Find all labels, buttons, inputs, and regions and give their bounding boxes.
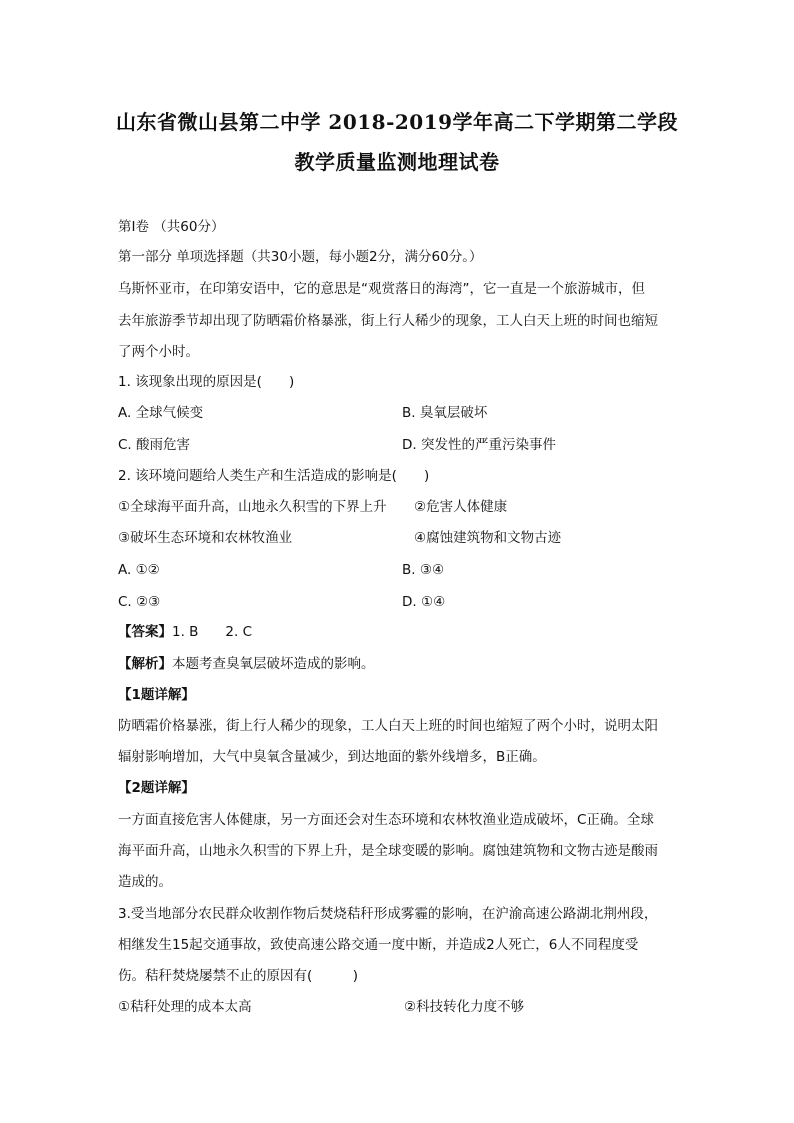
part1-heading: 第一部分 单项选择题（共30小题，每小题2分，满分60分。） (118, 249, 483, 265)
q2-item-1: ①全球海平面升高，山地永久积雪的下界上升 (118, 499, 387, 515)
q2-item-2: ②危害人体健康 (414, 499, 508, 515)
answer-text: 1. B 2. C (172, 624, 253, 640)
passage1-line: 了两个小时。 (118, 344, 199, 360)
q2-option-b: B. ③④ (402, 562, 445, 578)
q3-item-1: ①秸秆处理的成本太高 (118, 999, 252, 1015)
q1-option-c: C. 酸雨危害 (118, 437, 191, 453)
passage1-line: 去年旅游季节却出现了防晒霜价格暴涨，街上行人稀少的现象，工人白天上班的时间也缩短 (118, 313, 658, 329)
q1-option-d: D. 突发性的严重污染事件 (402, 437, 556, 453)
analysis-line (118, 654, 375, 674)
detail1-line: 辐射影响增加，大气中臭氧含量减少，到达地面的紫外线增多，B正确。 (118, 749, 546, 765)
answer-label: 【答案】 (118, 624, 172, 640)
question-1-stem: 1. 该现象出现的原因是( ) (118, 374, 295, 390)
question-3-line: 3.受当地部分农民群众收割作物后焚烧秸秆形成雾霾的影响，在沪渝高速公路湖北荆州段， (118, 906, 658, 922)
q2-item-4: ④腐蚀建筑物和文物古迹 (414, 530, 562, 546)
q3-item-2: ②科技转化力度不够 (404, 999, 525, 1015)
q2-option-c: C. ②③ (118, 594, 161, 610)
q2-item-3: ③破坏生态环境和农林牧渔业 (118, 530, 293, 546)
analysis-text: 本题考查臭氧层破坏造成的影响。 (172, 656, 375, 672)
answer-line (118, 622, 252, 642)
detail1-line: 防晒霜价格暴涨，街上行人稀少的现象，工人白天上班的时间也缩短了两个小时，说明太阳 (118, 718, 658, 734)
q1-option-b: B. 臭氧层破坏 (402, 405, 488, 421)
question-3-line: 伤。秸秆焚烧屡禁不止的原因有( ) (118, 968, 359, 984)
q2-option-d: D. ①④ (402, 594, 446, 610)
analysis-label: 【解析】 (118, 656, 172, 672)
question-3-line: 相继发生15起交通事故，致使高速公路交通一度中断，并造成2人死亡，6人不同程度受 (118, 937, 639, 953)
part-label: 第I卷 （共60分） (118, 219, 225, 235)
document-title-line2: 教学质量监测地理试卷 (294, 150, 500, 174)
question-2-stem: 2. 该环境问题给人类生产和生活造成的影响是( ) (118, 468, 430, 484)
document-title-line1: 山东省微山县第二中学 2018-2019学年高二下学期第二学段 (115, 110, 679, 134)
detail2-line: 一方面直接危害人体健康，另一方面还会对生态环境和农林牧渔业造成破坏，C正确。全球 (118, 812, 654, 828)
detail1-label: 【1题详解】 (118, 687, 195, 703)
detail2-line: 海平面升高，山地永久积雪的下界上升，是全球变暖的影响。腐蚀建筑物和文物古迹是酸雨 (118, 843, 658, 859)
detail2-label: 【2题详解】 (118, 780, 195, 796)
passage1-line: 乌斯怀亚市，在印第安语中，它的意思是“观赏落日的海湾”，它一直是一个旅游城市，但 (118, 281, 645, 297)
q2-option-a: A. ①② (118, 562, 160, 578)
q1-option-a: A. 全球气候变 (118, 405, 204, 421)
detail2-line: 造成的。 (118, 874, 172, 890)
